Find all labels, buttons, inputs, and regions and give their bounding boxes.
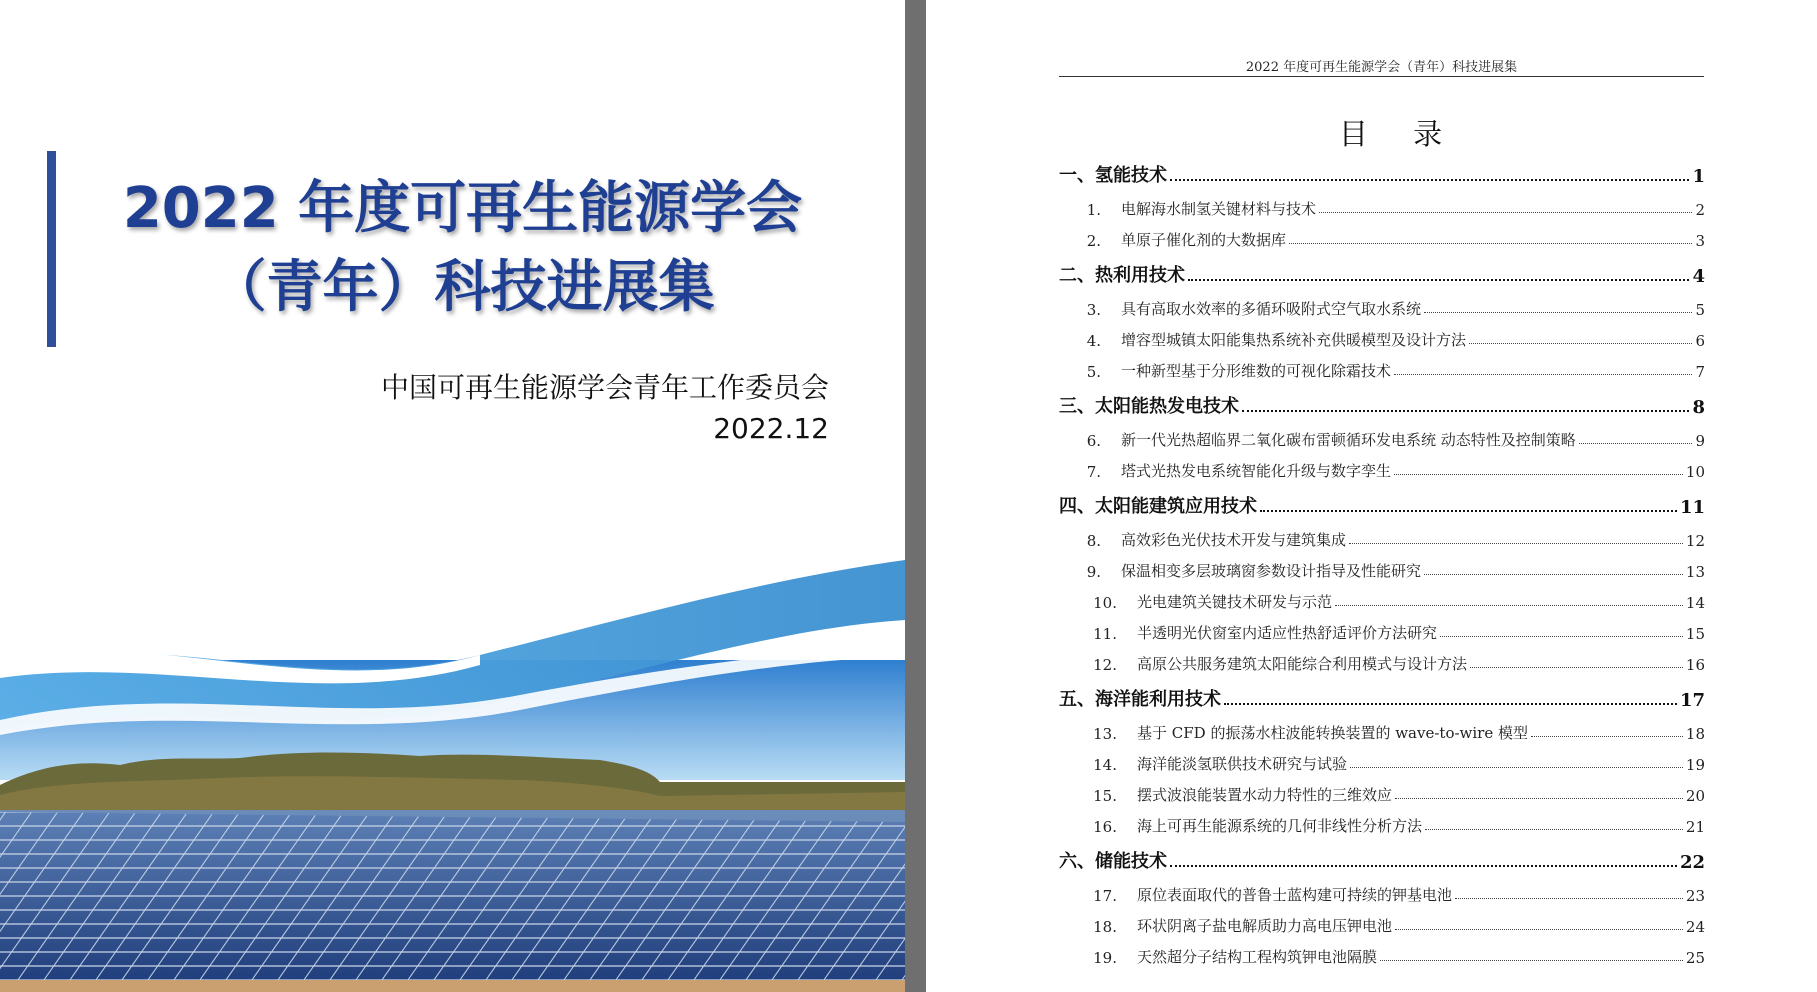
toc-dot-leader <box>1335 605 1683 606</box>
toc-item-entry[interactable] <box>1059 526 1705 550</box>
toc-item-entry[interactable] <box>1059 781 1705 805</box>
toc-item-entry[interactable] <box>1059 226 1705 250</box>
toc-page-number: 9 <box>1695 432 1705 450</box>
toc-item-title: 新一代光热超临界二氧化碳布雷顿循环发电系统 动态特性及控制策略 <box>1121 431 1576 449</box>
cover-title-line-2: （青年）科技进展集 <box>210 255 715 320</box>
toc-page <box>926 0 1817 992</box>
toc-dot-leader <box>1394 474 1683 475</box>
cover-solar-panel-image <box>0 560 905 992</box>
toc-dot-leader <box>1455 898 1683 899</box>
toc-item-title: 保温相变多层玻璃窗参数设计指导及性能研究 <box>1121 562 1422 580</box>
toc-item-title: 高原公共服务建筑太阳能综合利用模式与设计方法 <box>1137 655 1468 673</box>
toc-item-title: 半透明光伏窗室内适应性热舒适评价方法研究 <box>1137 624 1438 642</box>
toc-item-number: 9. <box>1086 563 1101 581</box>
toc-item-entry[interactable] <box>1059 295 1705 319</box>
cover-organization: 中国可再生能源学会青年工作委员会 <box>380 371 829 404</box>
toc-item-title: 环状阴离子盐电解质助力高电压钾电池 <box>1137 917 1393 935</box>
toc-item-number: 13. <box>1093 725 1117 743</box>
toc-section-title: 三、太阳能热发电技术 <box>1059 396 1239 417</box>
toc-page-number: 20 <box>1685 787 1705 805</box>
toc-page-number: 8 <box>1692 397 1705 418</box>
toc-item-number: 3. <box>1086 301 1101 319</box>
header-rule <box>1059 76 1704 77</box>
toc-page-number: 19 <box>1685 756 1705 774</box>
toc-item-title: 摆式波浪能装置水动力特性的三维效应 <box>1137 786 1393 804</box>
toc-item-number: 12. <box>1093 656 1117 674</box>
toc-section-entry[interactable] <box>1059 263 1705 287</box>
cover-title-line-1: 2022 年度可再生能源学会 <box>122 176 803 241</box>
toc-item-number: 15. <box>1093 787 1117 805</box>
toc-item-title: 增容型城镇太阳能集热系统补充供暖模型及设计方法 <box>1121 331 1467 349</box>
toc-item-number: 6. <box>1086 432 1101 450</box>
toc-dot-leader <box>1224 703 1677 705</box>
toc-item-title: 光电建筑关键技术研发与示范 <box>1137 593 1333 611</box>
toc-section-entry[interactable] <box>1059 163 1705 187</box>
toc-section-entry[interactable] <box>1059 687 1705 711</box>
toc-dot-leader <box>1470 667 1683 668</box>
toc-page-number: 2 <box>1695 201 1705 219</box>
toc-dot-leader <box>1350 767 1683 768</box>
toc-section-title: 二、热利用技术 <box>1059 265 1185 286</box>
toc-title: 目 录 <box>1338 117 1461 151</box>
toc-item-title: 天然超分子结构工程构筑钾电池隔膜 <box>1137 948 1378 966</box>
toc-page-number: 22 <box>1679 852 1705 873</box>
toc-page-number: 6 <box>1695 332 1705 350</box>
toc-dot-leader <box>1170 865 1677 867</box>
toc-dot-leader <box>1170 179 1689 181</box>
toc-item-entry[interactable] <box>1059 357 1705 381</box>
toc-item-title: 海洋能淡氢联供技术研究与试验 <box>1137 755 1348 773</box>
toc-item-entry[interactable] <box>1059 719 1705 743</box>
toc-page-number: 16 <box>1685 656 1705 674</box>
toc-item-number: 2. <box>1086 232 1101 250</box>
toc-item-number: 11. <box>1093 625 1117 643</box>
toc-item-title: 电解海水制氢关键材料与技术 <box>1121 200 1317 218</box>
toc-section-entry[interactable] <box>1059 849 1705 873</box>
toc-page-number: 21 <box>1685 818 1705 836</box>
toc-item-title: 具有高取水效率的多循环吸附式空气取水系统 <box>1121 300 1422 318</box>
toc-item-title: 基于 CFD 的振荡水柱波能转换装置的 wave-to-wire 模型 <box>1137 724 1528 742</box>
toc-page-number: 18 <box>1685 725 1705 743</box>
toc-section-entry[interactable] <box>1059 394 1705 418</box>
toc-item-entry[interactable] <box>1059 195 1705 219</box>
cover-page <box>0 0 905 992</box>
toc-page-number: 17 <box>1679 690 1705 711</box>
toc-item-title: 一种新型基于分形维数的可视化除霜技术 <box>1121 362 1392 380</box>
toc-item-entry[interactable] <box>1059 812 1705 836</box>
toc-page-number: 25 <box>1685 949 1705 967</box>
toc-dot-leader <box>1579 443 1693 444</box>
toc-item-title: 高效彩色光伏技术开发与建筑集成 <box>1121 531 1347 549</box>
toc-item-entry[interactable] <box>1059 943 1705 967</box>
toc-dot-leader <box>1260 510 1677 512</box>
toc-section-title: 四、太阳能建筑应用技术 <box>1059 496 1257 517</box>
toc-page-number: 15 <box>1685 625 1705 643</box>
toc-page-number: 14 <box>1685 594 1705 612</box>
toc-item-title: 单原子催化剂的大数据库 <box>1121 231 1287 249</box>
toc-section-title: 一、氢能技术 <box>1059 165 1167 186</box>
toc-item-title: 原位表面取代的普鲁士蓝构建可持续的钾基电池 <box>1137 886 1453 904</box>
toc-page-number: 5 <box>1695 301 1705 319</box>
toc-item-number: 1. <box>1086 201 1101 219</box>
toc-dot-leader <box>1319 212 1692 213</box>
toc-item-entry[interactable] <box>1059 619 1705 643</box>
toc-item-number: 17. <box>1093 887 1117 905</box>
toc-item-entry[interactable] <box>1059 326 1705 350</box>
toc-item-number: 10. <box>1093 594 1117 612</box>
toc-section-title: 六、储能技术 <box>1059 851 1167 872</box>
toc-item-entry[interactable] <box>1059 650 1705 674</box>
toc-item-entry[interactable] <box>1059 881 1705 905</box>
toc-dot-leader <box>1469 343 1692 344</box>
toc-dot-leader <box>1425 829 1683 830</box>
toc-dot-leader <box>1188 279 1689 281</box>
toc-dot-leader <box>1440 636 1683 637</box>
toc-item-title: 海上可再生能源系统的几何非线性分析方法 <box>1137 817 1423 835</box>
cover-date: 2022.12 <box>713 412 829 445</box>
toc-item-number: 14. <box>1093 756 1117 774</box>
toc-dot-leader <box>1531 736 1683 737</box>
toc-item-entry[interactable] <box>1059 426 1705 450</box>
toc-item-entry[interactable] <box>1059 750 1705 774</box>
toc-page-number: 24 <box>1685 918 1705 936</box>
toc-item-entry[interactable] <box>1059 588 1705 612</box>
toc-item-number: 18. <box>1093 918 1117 936</box>
toc-page-number: 1 <box>1692 166 1705 187</box>
toc-dot-leader <box>1289 243 1692 244</box>
toc-item-title: 塔式光热发电系统智能化升级与数字孪生 <box>1121 462 1392 480</box>
toc-page-number: 7 <box>1695 363 1705 381</box>
toc-page-number: 11 <box>1679 497 1705 518</box>
toc-dot-leader <box>1395 929 1683 930</box>
toc-section-title: 五、海洋能利用技术 <box>1059 689 1221 710</box>
toc-page-number: 12 <box>1685 532 1705 550</box>
page-gutter <box>905 0 926 992</box>
toc-item-number: 19. <box>1093 949 1117 967</box>
toc-item-entry[interactable] <box>1059 912 1705 936</box>
toc-section-entry[interactable] <box>1059 494 1705 518</box>
toc-page-number: 23 <box>1685 887 1705 905</box>
toc-item-number: 4. <box>1086 332 1101 350</box>
toc-dot-leader <box>1424 574 1683 575</box>
toc-page-number: 4 <box>1692 266 1705 287</box>
toc-page-number: 10 <box>1685 463 1705 481</box>
toc-item-number: 5. <box>1086 363 1101 381</box>
toc-item-number: 8. <box>1086 532 1101 550</box>
toc-item-entry[interactable] <box>1059 557 1705 581</box>
running-header: 2022 年度可再生能源学会（青年）科技进展集 <box>1245 60 1518 75</box>
toc-item-number: 7. <box>1086 463 1101 481</box>
toc-dot-leader <box>1395 798 1683 799</box>
toc-dot-leader <box>1394 374 1692 375</box>
toc-page-number: 3 <box>1695 232 1705 250</box>
toc-item-entry[interactable] <box>1059 457 1705 481</box>
toc-dot-leader <box>1380 960 1683 961</box>
toc-item-number: 16. <box>1093 818 1117 836</box>
toc-dot-leader <box>1242 410 1689 412</box>
toc-dot-leader <box>1349 543 1683 544</box>
toc-dot-leader <box>1424 312 1692 313</box>
toc-page-number: 13 <box>1685 563 1705 581</box>
